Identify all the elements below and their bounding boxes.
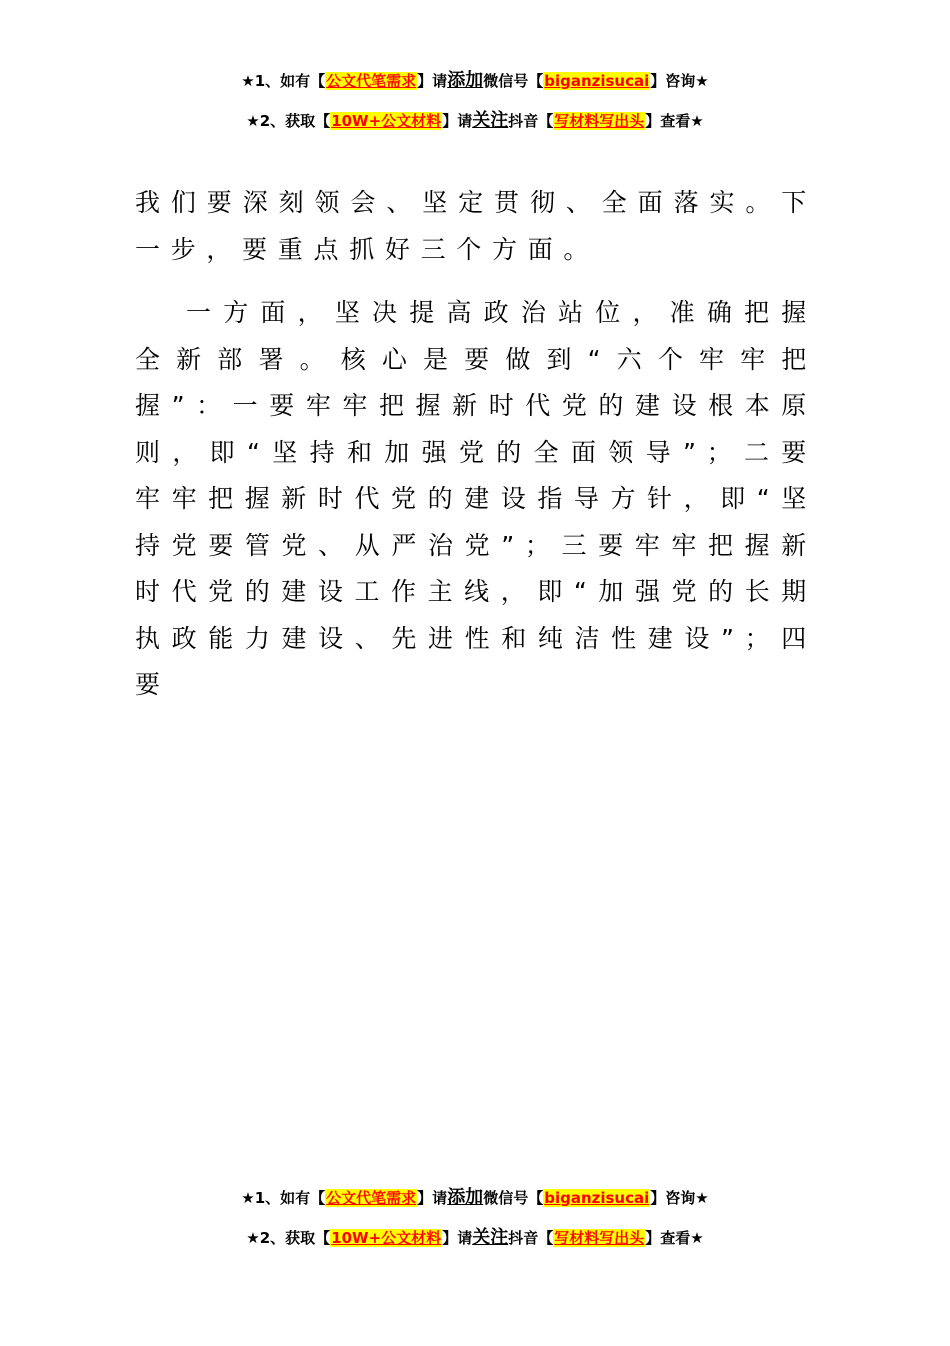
- banner-text: 】查看★: [645, 112, 704, 130]
- banner-text: 】查看★: [645, 1229, 704, 1247]
- banner-highlight: biganzisucai: [544, 72, 650, 90]
- banner-highlight: 公文代笔需求: [326, 72, 417, 90]
- paragraph: 一方面，坚决提高政治站位，准确把握全新部署。核心是要做到“六个牢牢把握”：一要牢牢把握新时代党的建设根本原则，即“坚持和加强党的全面领导”；二要牢牢把握新时代党的建设指导方针，即“坚持党要管党、从严治党”；三要牢牢把握新时代党的建设工作主线，即“加强党的长期执政能力建设、先进性和纯洁性建设”；四要: [135, 298, 817, 699]
- banner-text: 抖音【: [508, 1229, 554, 1247]
- banner-text: ★1、如有【: [241, 72, 326, 90]
- banner-highlight: 10W+公文材料: [331, 112, 442, 130]
- banner-text: 】请: [442, 1229, 473, 1247]
- paragraph: 我们要深刻领会、坚定贯彻、全面落实。下一步，要重点抓好三个方面。: [135, 188, 817, 264]
- banner-text: 】请: [417, 72, 448, 90]
- header-banner: [0, 61, 950, 141]
- banner-highlight: 公文代笔需求: [326, 1189, 417, 1207]
- banner-text: 微信号【: [483, 1189, 544, 1207]
- document-body: [135, 180, 817, 709]
- banner-text: ★2、获取【: [246, 1229, 331, 1247]
- banner-highlight: biganzisucai: [544, 1189, 650, 1207]
- banner-text: 】咨询★: [650, 72, 709, 90]
- banner-text: ★1、如有【: [241, 1189, 326, 1207]
- banner-highlight: 10W+公文材料: [331, 1229, 442, 1247]
- banner-emphasis: 添加: [447, 1187, 484, 1208]
- banner-highlight: 写材料写出头: [554, 112, 645, 130]
- banner-text: 】请: [442, 112, 473, 130]
- banner-line-2: [0, 1218, 950, 1258]
- banner-text: 】咨询★: [650, 1189, 709, 1207]
- banner-emphasis: 关注: [472, 110, 509, 131]
- banner-emphasis: 添加: [447, 70, 484, 91]
- banner-text: 抖音【: [508, 112, 554, 130]
- banner-text: ★2、获取【: [246, 112, 331, 130]
- banner-emphasis: 关注: [472, 1227, 509, 1248]
- banner-line-2: [0, 101, 950, 141]
- banner-line-1: [0, 61, 950, 101]
- footer-banner: [0, 1178, 950, 1258]
- banner-line-1: [0, 1178, 950, 1218]
- banner-text: 微信号【: [483, 72, 544, 90]
- banner-highlight: 写材料写出头: [554, 1229, 645, 1247]
- banner-text: 】请: [417, 1189, 448, 1207]
